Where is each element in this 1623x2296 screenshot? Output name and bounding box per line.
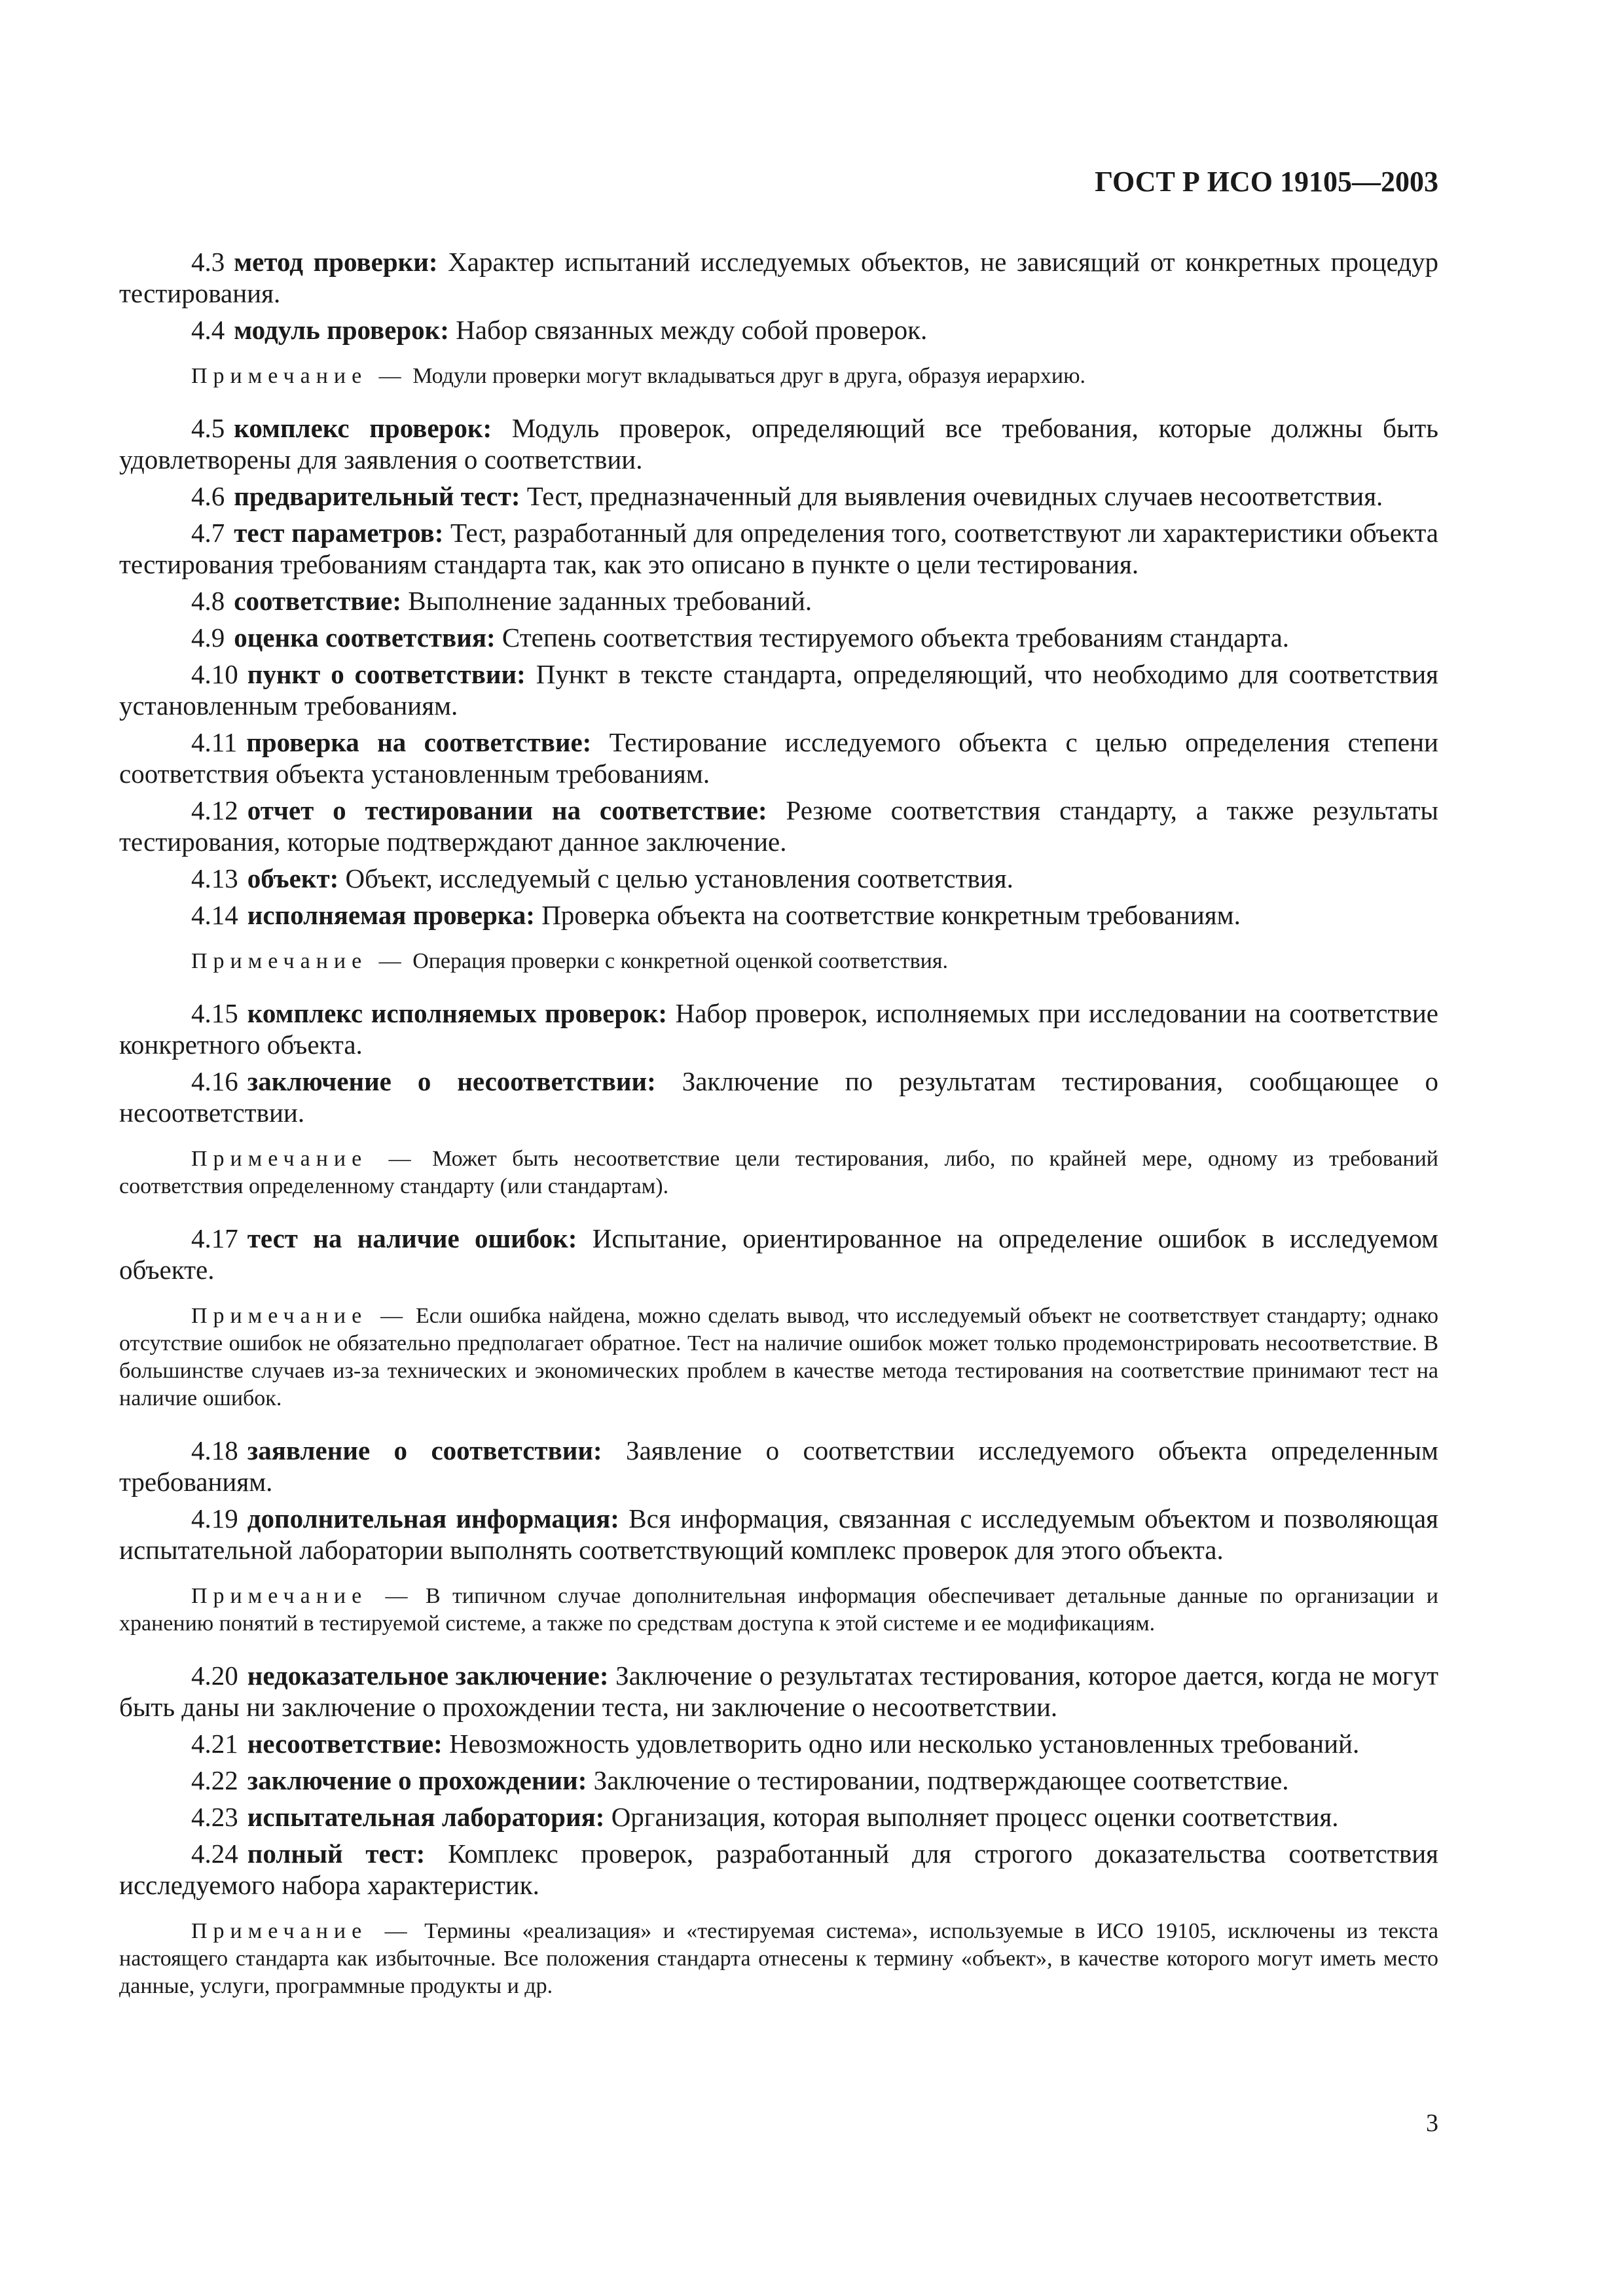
term-name: предварительный тест: [234, 481, 520, 511]
note-label: Примечание — [191, 1147, 417, 1171]
term-text: Заключение о тестировании, подтверждающее соответствие. [587, 1765, 1289, 1795]
note-label: Примечание — [191, 949, 407, 973]
term-definition [119, 1801, 1438, 1833]
term-name: модуль проверок: [234, 315, 449, 345]
note-paragraph [119, 363, 1438, 390]
term-number: 4.24 [191, 1839, 238, 1869]
term-text: Невозможность удовлетворить одно или несколько установленных требований. [442, 1729, 1360, 1759]
note-text: Операция проверки с конкретной оценкой соответствия. [407, 949, 948, 973]
term-definition [119, 412, 1438, 475]
term-name: недоказательное заключение: [247, 1660, 609, 1691]
note-label: Примечание — [191, 364, 407, 388]
page-number: 3 [1426, 2109, 1438, 2137]
document-body [119, 246, 1438, 2000]
term-definition [119, 480, 1438, 512]
term-name: соответствие: [234, 586, 401, 616]
term-definition [119, 1660, 1438, 1723]
term-name: пункт о соответствии: [247, 659, 526, 689]
term-text: Резюме соответствия стандарту, а также результаты тестирования, которые подтверждают данное заключение. [119, 795, 1438, 857]
note-label: Примечание — [191, 1919, 413, 1943]
term-name: отчет о тестировании на соответствие: [247, 795, 767, 825]
term-definition [119, 1066, 1438, 1128]
note-paragraph [119, 1583, 1438, 1638]
term-text: Тест, разработанный для определения того, соответствуют ли характеристики объекта тестирования требованиям стандарта так, как это описано в пункте о цели тестирования. [119, 518, 1438, 579]
term-definition [119, 246, 1438, 309]
note-paragraph [119, 1145, 1438, 1200]
term-definition [119, 1838, 1438, 1901]
term-definition [119, 314, 1438, 346]
term-number: 4.15 [191, 998, 238, 1028]
note-text: Модули проверки могут вкладываться друг в друга, образуя иерархию. [407, 364, 1086, 388]
term-name: проверка на соответствие: [246, 727, 592, 757]
term-text: Заключение по результатам тестирования, сообщающее о несоответствии. [119, 1066, 1438, 1128]
term-definition [119, 863, 1438, 894]
note-text: Может быть несоответствие цели тестирования, либо, по крайней мере, одному из требований соответствия определенному стандарту (или стандартам). [119, 1147, 1439, 1198]
note-label: Примечание — [191, 1584, 414, 1608]
term-name: исполняемая проверка: [247, 900, 535, 930]
term-number: 4.23 [191, 1802, 238, 1832]
term-name: заключение о прохождении: [247, 1765, 587, 1795]
term-definition [119, 899, 1438, 931]
term-number: 4.18 [191, 1435, 238, 1465]
document-code-header: ГОСТ Р ИСО 19105—2003 [1095, 166, 1438, 198]
term-name: комплекс исполняемых проверок: [247, 998, 668, 1028]
note-paragraph [119, 1918, 1438, 2000]
term-text: Степень соответствия тестируемого объекта требованиям стандарта. [495, 622, 1290, 653]
term-number: 4.4 [191, 315, 225, 345]
term-text: Объект, исследуемый с целью установления соответствия. [338, 863, 1013, 893]
term-name: дополнительная информация: [247, 1503, 619, 1534]
note-label: Примечание — [191, 1304, 409, 1328]
term-definition [119, 585, 1438, 617]
note-text: Если ошибка найдена, можно сделать вывод, что исследуемый объект не соответствует стандарту; однако отсутствие ошибок не обязательно предполагает обратное. Тест на наличие ошибок может только продемонстрировать несоответствие. В большинстве случаев из-за технических и экономических проблем в качестве метода тестирования на соответствие принимают тест на наличие ошибок. [119, 1304, 1439, 1410]
term-text: Набор проверок, исполняемых при исследовании на соответствие конкретного объекта. [119, 998, 1439, 1060]
term-number: 4.6 [191, 481, 225, 511]
term-name: тест на наличие ошибок: [247, 1223, 577, 1253]
note-text: Термины «реализация» и «тестируемая система», используемые в ИСО 19105, исключены из текста настоящего стандарта как избыточные. Все положения стандарта отнесены к термину «объект», в качестве которого могут иметь место данные, услуги, программные продукты и др. [119, 1919, 1439, 1998]
term-definition [119, 997, 1438, 1060]
note-paragraph [119, 1302, 1438, 1412]
term-number: 4.17 [191, 1223, 238, 1253]
term-name: заявление о соответствии: [247, 1435, 602, 1465]
term-text: Выполнение заданных требований. [401, 586, 812, 616]
term-text: Испытание, ориентированное на определение ошибок в исследуемом объекте. [119, 1223, 1438, 1285]
term-name: несоответствие: [247, 1729, 443, 1759]
term-definition [119, 1728, 1438, 1759]
term-number: 4.19 [191, 1503, 238, 1534]
term-number: 4.20 [191, 1660, 238, 1691]
term-definition [119, 658, 1438, 721]
term-text: Характер испытаний исследуемых объектов, не зависящий от конкретных процедур тестирования. [119, 247, 1438, 308]
term-number: 4.7 [191, 518, 225, 548]
term-number: 4.14 [191, 900, 238, 930]
term-name: испытательная лаборатория: [247, 1802, 605, 1832]
term-number: 4.13 [191, 863, 238, 893]
term-definition [119, 1503, 1438, 1566]
note-text: В типичном случае дополнительная информация обеспечивает детальные данные по организации и хранению понятий в тестируемой системе, а также по средствам доступа к этой системе и ее модификациям. [119, 1584, 1438, 1636]
term-number: 4.8 [191, 586, 225, 616]
term-name: тест параметров: [234, 518, 444, 548]
term-definition [119, 726, 1438, 789]
term-text: Тест, предназначенный для выявления очевидных случаев несоответствия. [520, 481, 1383, 511]
term-name: метод проверки: [234, 247, 438, 277]
term-name: оценка соответствия: [234, 622, 496, 653]
term-definition [119, 1435, 1438, 1498]
term-text: Заключение о результатах тестирования, которое дается, когда не могут быть даны ни заключение о прохождении теста, ни заключение о несоответствии. [119, 1660, 1438, 1722]
term-number: 4.22 [191, 1765, 238, 1795]
term-text: Проверка объекта на соответствие конкретным требованиям. [534, 900, 1241, 930]
term-number: 4.9 [191, 622, 225, 653]
term-number: 4.3 [191, 247, 225, 277]
term-name: объект: [247, 863, 339, 893]
term-name: комплекс проверок: [234, 413, 492, 443]
term-number: 4.10 [191, 659, 238, 689]
term-text: Набор связанных между собой проверок. [448, 315, 928, 345]
term-definition [119, 622, 1438, 653]
term-number: 4.5 [191, 413, 225, 443]
term-number: 4.21 [191, 1729, 238, 1759]
term-text: Модуль проверок, определяющий все требования, которые должны быть удовлетворены для заявления о соответствии. [119, 413, 1438, 475]
term-name: заключение о несоответствии: [247, 1066, 656, 1096]
term-text: Комплекс проверок, разработанный для строгого доказательства соответствия исследуемого набора характеристик. [119, 1839, 1439, 1900]
term-definition [119, 1223, 1438, 1285]
term-number: 4.11 [191, 727, 238, 757]
term-text: Заявление о соответствии исследуемого объекта определенным требованиям. [119, 1435, 1439, 1497]
term-text: Пункт в тексте стандарта, определяющий, что необходимо для соответствия установленным требованиям. [119, 659, 1438, 721]
note-paragraph [119, 948, 1438, 975]
term-number: 4.16 [191, 1066, 238, 1096]
term-name: полный тест: [247, 1839, 426, 1869]
term-definition [119, 795, 1438, 857]
term-text: Организация, которая выполняет процесс оценки соответствия. [604, 1802, 1339, 1832]
term-definition [119, 1765, 1438, 1796]
term-text: Вся информация, связанная с исследуемым объектом и позволяющая испытательной лаборатории выполнять соответствующий комплекс проверок для этого объекта. [119, 1503, 1439, 1565]
term-definition [119, 517, 1438, 580]
term-text: Тестирование исследуемого объекта с целью определения степени соответствия объекта установленным требованиям. [119, 727, 1438, 789]
term-number: 4.12 [191, 795, 238, 825]
